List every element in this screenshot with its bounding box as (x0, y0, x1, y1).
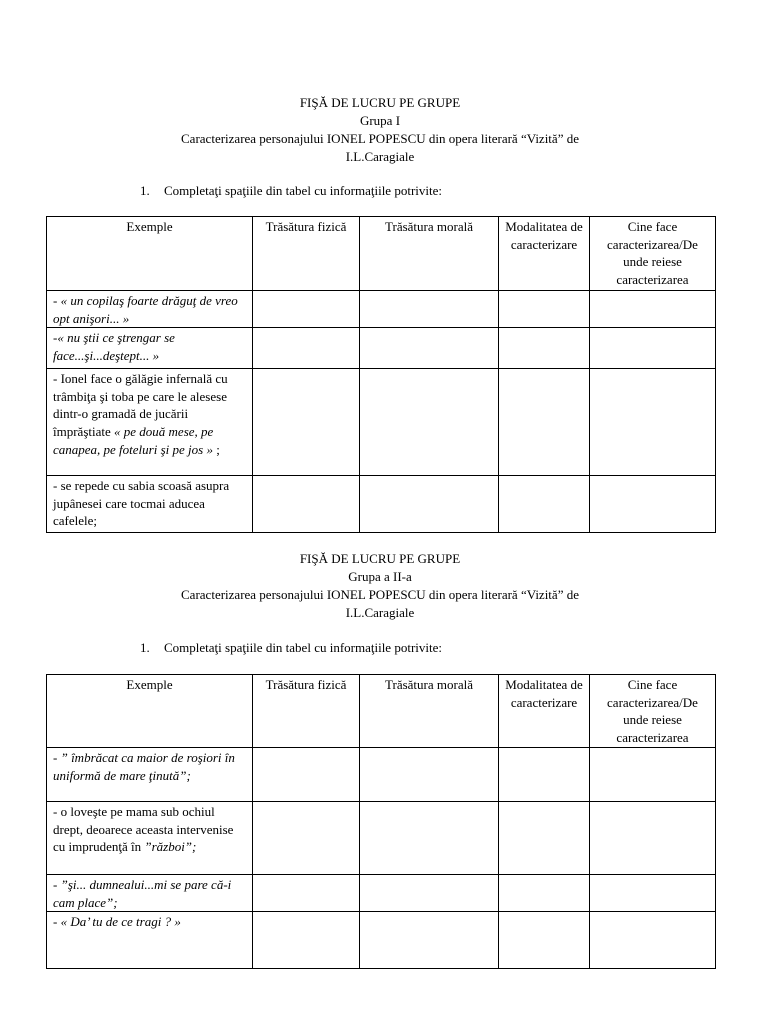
example-quote: ”şi... dumnealui...mi se pare că-i cam place”; (53, 877, 232, 910)
table-row (47, 748, 716, 802)
subtitle-line-2: I.L.Caragiale (345, 605, 415, 620)
example-prefix: - (53, 750, 61, 765)
example-prefix: - (53, 914, 61, 930)
answer-cell[interactable] (253, 369, 360, 476)
example-prefix: - se repede cu sabia scoasă asupra jupânesei care tocmai aducea cafelele; (53, 478, 230, 529)
header-examples: Exemple (47, 675, 253, 748)
example-cell (47, 291, 253, 328)
instruction-number: 1. (140, 640, 150, 655)
answer-cell[interactable] (590, 912, 716, 969)
instruction-text: Completaţi spaţiile din tabel cu informaţiile potrivite: (164, 640, 442, 655)
table-row (47, 476, 716, 533)
answer-cell[interactable] (499, 875, 590, 912)
group-1-heading (46, 94, 714, 166)
answer-cell[interactable] (499, 291, 590, 328)
example-prefix: - (53, 877, 61, 892)
group-1-instruction (140, 182, 442, 200)
group-2-instruction (140, 639, 442, 657)
answer-cell[interactable] (360, 802, 499, 875)
answer-cell[interactable] (360, 476, 499, 533)
table-row (47, 369, 716, 476)
answer-cell[interactable] (360, 912, 499, 969)
answer-cell[interactable] (253, 748, 360, 802)
instruction-number: 1. (140, 183, 150, 198)
group-name: Grupa a II-a (348, 569, 412, 584)
worksheet-title: FIŞĂ DE LUCRU PE GRUPE (299, 551, 461, 566)
example-quote: ” îmbrăcat ca maior de roşiori în uniformă de mare ţinută”; (53, 750, 235, 783)
example-cell (47, 748, 253, 802)
answer-cell[interactable] (360, 291, 499, 328)
example-quote: « pe două mese, pe canapea, pe foteluri şi pe jos » (53, 423, 214, 457)
header-physical-trait: Trăsătura fizică (253, 675, 360, 748)
answer-cell[interactable] (590, 369, 716, 476)
example-suffix: ; (212, 441, 220, 457)
subtitle-line-1: Caracterizarea personajului IONEL POPESCU din opera literară “Vizită” de (181, 587, 579, 602)
subtitle-line-1: Caracterizarea personajului IONEL POPESCU din opera literară “Vizită” de (181, 131, 579, 146)
header-moral-trait: Trăsătura morală (360, 217, 499, 291)
table-row (47, 291, 716, 328)
example-quote: « un copilaş foarte drăguţ de vreo opt anişori... » (53, 293, 238, 326)
answer-cell[interactable] (590, 802, 716, 875)
instruction-text: Completaţi spaţiile din tabel cu informaţiile potrivite: (164, 183, 442, 198)
header-examples: Exemple (47, 217, 253, 291)
answer-cell[interactable] (590, 476, 716, 533)
example-cell (47, 476, 253, 533)
answer-cell[interactable] (590, 875, 716, 912)
example-quote: « Da’ tu de ce tragi ? » (60, 914, 181, 930)
header-characterization-mode: Modalitatea de caracterizare (499, 217, 590, 291)
answer-cell[interactable] (360, 328, 499, 369)
example-cell (47, 328, 253, 369)
table-row (47, 912, 716, 969)
answer-cell[interactable] (253, 912, 360, 969)
answer-cell[interactable] (499, 748, 590, 802)
header-physical-trait: Trăsătura fizică (253, 217, 360, 291)
answer-cell[interactable] (499, 912, 590, 969)
table-row (47, 802, 716, 875)
answer-cell[interactable] (590, 328, 716, 369)
answer-cell[interactable] (253, 476, 360, 533)
answer-cell[interactable] (590, 291, 716, 328)
group-2-heading (46, 550, 714, 622)
group-name: Grupa I (359, 113, 401, 128)
answer-cell[interactable] (253, 802, 360, 875)
subtitle-line-2: I.L.Caragiale (345, 149, 415, 164)
group-1-table (46, 216, 716, 533)
worksheet-title: FIŞĂ DE LUCRU PE GRUPE (299, 95, 461, 110)
answer-cell[interactable] (499, 802, 590, 875)
example-prefix: - (53, 293, 61, 308)
answer-cell[interactable] (499, 369, 590, 476)
example-quote: ”război”; (144, 839, 197, 855)
example-cell (47, 875, 253, 912)
table-row (47, 875, 716, 912)
group-2-table (46, 674, 716, 969)
answer-cell[interactable] (360, 875, 499, 912)
header-characterization-mode: Modalitatea de caracterizare (499, 675, 590, 748)
answer-cell[interactable] (253, 328, 360, 369)
example-cell (47, 369, 253, 476)
example-prefix: - Ionel face o gălăgie infernală cu trâmbiţa şi toba pe care le alesese dintr-o gramadă de jucării împrăştiate (53, 371, 228, 439)
example-prefix: - o loveşte pe mama sub ochiul drept, deoarece aceasta intervenise cu imprudenţă în (53, 804, 234, 855)
answer-cell[interactable] (590, 748, 716, 802)
example-prefix: - (53, 330, 58, 346)
table-header-row (47, 675, 716, 748)
example-cell (47, 912, 253, 969)
answer-cell[interactable] (499, 476, 590, 533)
header-who-characterizes: Cine face caracterizarea/De unde reiese caracterizarea (590, 217, 716, 291)
answer-cell[interactable] (499, 328, 590, 369)
table-row (47, 328, 716, 369)
example-cell (47, 802, 253, 875)
header-moral-trait: Trăsătura morală (360, 675, 499, 748)
answer-cell[interactable] (253, 291, 360, 328)
example-quote: « nu ştii ce ştrengar se face...şi...deştept... » (53, 330, 175, 363)
answer-cell[interactable] (253, 875, 360, 912)
table-header-row (47, 217, 716, 291)
answer-cell[interactable] (360, 369, 499, 476)
header-who-characterizes: Cine face caracterizarea/De unde reiese caracterizarea (590, 675, 716, 748)
answer-cell[interactable] (360, 748, 499, 802)
